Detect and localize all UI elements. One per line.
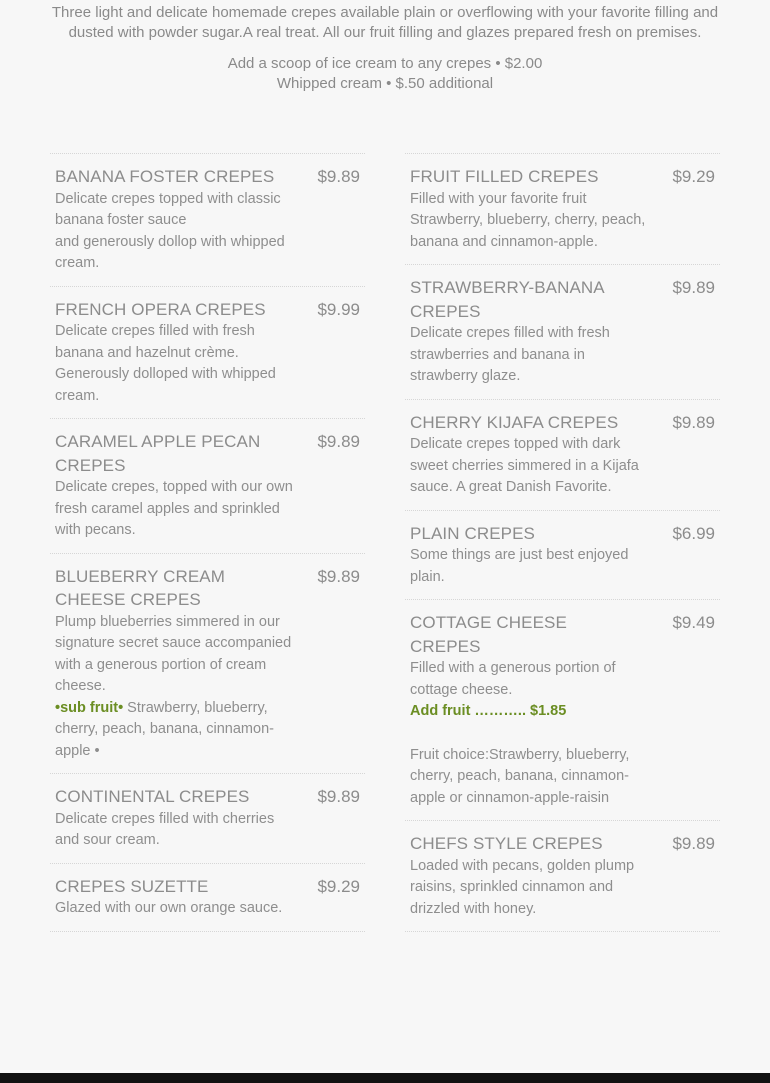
item-name: PLAIN CREPES	[410, 523, 535, 543]
item-price: $9.89	[672, 834, 715, 853]
item-name: CONTINENTAL CREPES	[55, 787, 250, 806]
description-line: with a generous portion of cream cheese.	[55, 656, 267, 694]
item-description	[55, 612, 300, 763]
description-line: Delicate crepes, topped with our own fresh caramel apples and sprinkled	[55, 479, 293, 517]
description-line: Delicate crepes filled with cherries and sour cream.	[55, 810, 275, 848]
item-price: $9.99	[317, 299, 360, 319]
description-line: Loaded with pecans, golden plump raisins, sprinkled cinnamon and drizzled with honey.	[410, 857, 635, 917]
item-price: $9.89	[317, 566, 360, 586]
description-line: Plump blueberries simmered in our signature secret sauce accompanied	[55, 613, 292, 651]
item-name: STRAWBERRY-BANANA CREPES	[410, 278, 604, 321]
sub-fruit-label: •sub fruit•	[55, 699, 124, 716]
addon-ice-cream: Add a scoop of ice cream to any crepes • $2.00	[227, 55, 543, 72]
menu-item	[405, 599, 720, 820]
menu-column-right	[405, 153, 720, 932]
item-description	[55, 477, 300, 542]
item-price: $6.99	[672, 523, 715, 543]
item-price: $9.89	[317, 432, 360, 451]
item-name: CARAMEL APPLE PECAN CREPES	[55, 432, 261, 475]
item-description	[55, 809, 300, 852]
description-line: Delicate crepes filled with fresh strawberries and banana in strawberry glaze.	[410, 325, 610, 384]
sub-fruit-options: Strawberry, blueberry, cherry, peach, banana, cinnamon-apple •	[55, 699, 274, 759]
menu-item	[405, 264, 720, 399]
fruit-choice: Fruit choice:Strawberry, blueberry, cherry, peach, banana, cinnamon-apple or cinnamon-apple-raisin	[410, 746, 630, 806]
item-price: $9.89	[672, 278, 715, 297]
item-price: $9.29	[317, 876, 360, 896]
description-line: Filled with a generous portion of cottage cheese.	[410, 660, 616, 698]
item-description	[410, 658, 655, 809]
footer-bar	[0, 1073, 770, 1083]
menu-item	[50, 553, 365, 774]
description-line: Some things are just best enjoyed plain.	[410, 547, 629, 585]
addon-whipped-cream: Whipped cream • $.50 additional	[276, 75, 494, 92]
item-description	[410, 189, 655, 254]
sub-fruit-line	[55, 698, 300, 763]
item-description	[410, 856, 655, 921]
menu-item	[405, 820, 720, 932]
item-price: $9.89	[672, 412, 715, 432]
add-fruit-price: Add fruit ……….. $1.85	[410, 703, 567, 719]
item-description	[410, 434, 655, 499]
item-name: BLUEBERRY CREAM CHEESE CREPES	[55, 566, 225, 609]
item-price: $9.49	[672, 613, 715, 632]
description-line: and generously dollop with whipped cream.	[55, 233, 285, 271]
menu-intro	[40, 3, 730, 94]
description-line: Delicate crepes filled with fresh banana and hazelnut crème. Generously dolloped with whipped cream.	[55, 323, 276, 404]
item-price: $9.29	[672, 167, 715, 186]
menu-item	[50, 286, 365, 419]
item-name: CHERRY KIJAFA CREPES	[410, 412, 619, 432]
item-name: FRENCH OPERA CREPES	[55, 299, 266, 319]
item-description	[410, 545, 655, 588]
item-description	[410, 323, 655, 388]
menu-column-left	[50, 153, 365, 932]
menu-item	[405, 399, 720, 510]
menu-item	[405, 153, 720, 264]
description-line: Delicate crepes topped with dark sweet cherries simmered in a Kijafa sauce. A great Danish Favorite.	[410, 436, 639, 495]
menu-item	[50, 863, 365, 932]
menu-item	[50, 418, 365, 553]
item-name: CHEFS STYLE CREPES	[410, 834, 603, 853]
item-name: COTTAGE CHEESE CREPES	[410, 613, 567, 656]
item-description	[55, 321, 300, 407]
menu-item	[405, 510, 720, 600]
item-name: CREPES SUZETTE	[55, 876, 209, 896]
description-line: Delicate crepes topped with classic banana foster sauce	[55, 190, 281, 228]
intro-description: Three light and delicate homemade crepes available plain or overflowing with your favorite filling and dusted with powder sugar.A real treat. All our fruit filling and glazes prepared fresh on premises.	[51, 4, 719, 41]
item-price: $9.89	[317, 167, 360, 186]
item-name: FRUIT FILLED CREPES	[410, 167, 599, 186]
description-line: with pecans.	[55, 522, 136, 538]
intro-addons	[40, 54, 730, 94]
menu-item	[50, 153, 365, 286]
item-price: $9.89	[317, 787, 360, 806]
item-name: BANANA FOSTER CREPES	[55, 167, 275, 186]
item-description	[55, 189, 300, 275]
menu-item	[50, 773, 365, 863]
spacer	[410, 723, 655, 745]
description-line: Filled with your favorite fruit Strawberry, blueberry, cherry, peach, banana and cinnamon-apple.	[410, 190, 646, 250]
description-line: Glazed with our own orange sauce.	[55, 900, 283, 916]
item-description	[55, 898, 300, 920]
